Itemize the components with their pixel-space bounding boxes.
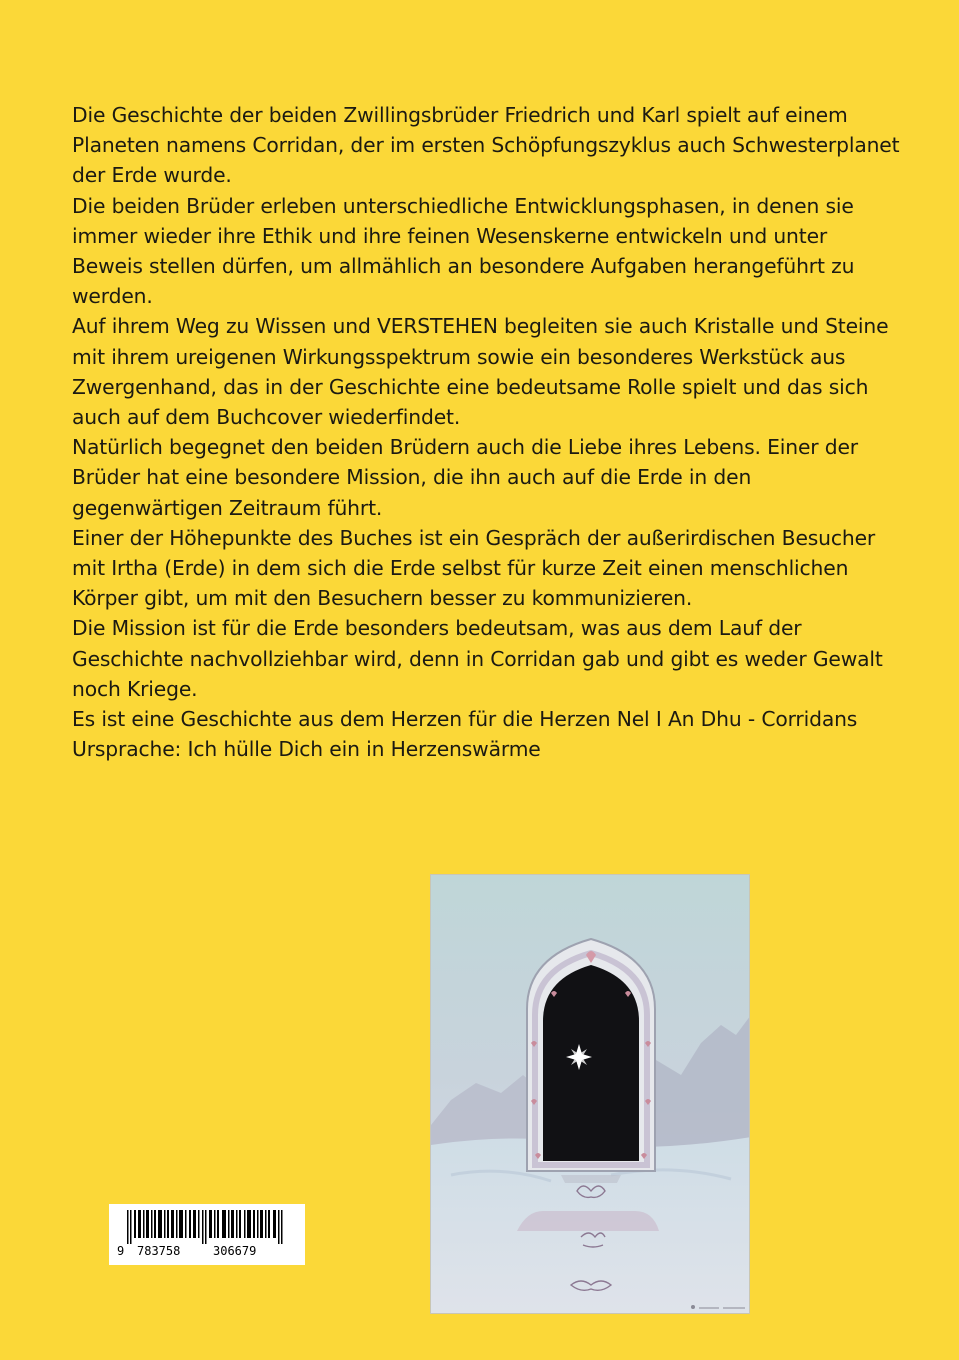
barcode-lead-digit: 9 xyxy=(117,1244,125,1258)
blurb-paragraph: Die beiden Brüder erleben unterschiedliche Entwicklungsphasen, in denen sie immer wieder ihre Ethik und ihre feinen Wesenskerne entwickeln und unter Beweis stellen dürfen, um allmählich an besondere Aufgaben herangeführt zu werden. xyxy=(72,193,855,309)
isbn-barcode xyxy=(109,1204,305,1265)
barcode-digits xyxy=(109,1244,305,1314)
back-cover-blurb xyxy=(72,100,902,764)
barcode-left-group: 783758 xyxy=(137,1244,181,1258)
blurb-paragraph: Auf ihrem Weg zu Wissen und VERSTEHEN begleiten sie auch Kristalle und Steine mit ihrem ureigenen Wirkungsspektrum sowie ein besonderes Werkstück aus Zwergenhand, das in der Geschichte eine bedeutsame Rolle spielt und das sich auch auf dem Buchcover wiederfindet. xyxy=(72,314,889,430)
barcode-right-group: 306679 xyxy=(213,1244,257,1258)
blurb-paragraph: Die Mission ist für die Erde besonders bedeutsam, was aus dem Lauf der Geschichte nachvollziehbar wird, denn in Corridan gab und gibt es weder Gewalt noch Kriege. xyxy=(72,616,883,701)
blurb-paragraph: Es ist eine Geschichte aus dem Herzen für die Herzen Nel I An Dhu - Corridans Ursprache: Ich hülle Dich ein in Herzenswärme xyxy=(72,707,858,762)
cover-illustration xyxy=(430,874,750,1314)
barcode-bars xyxy=(115,1210,299,1244)
blurb-paragraph: Natürlich begegnet den beiden Brüdern auch die Liebe ihres Lebens. Einer der Brüder hat eine besondere Mission, die ihn auch auf die Erde in den gegenwärtigen Zeitraum führt. xyxy=(72,435,858,520)
blurb-paragraph: Einer der Höhepunkte des Buches ist ein Gespräch der außerirdischen Besucher mit Irtha (Erde) in dem sich die Erde selbst für kurze Zeit einen menschlichen Körper gibt, um mit den Besuchern besser zu kommunizieren. xyxy=(72,525,876,611)
blurb-paragraph: Die Geschichte der beiden Zwillingsbrüder Friedrich und Karl spielt auf einem Planeten namens Corridan, der im ersten Schöpfungszyklus auch Schwesterplanet der Erde wurde. xyxy=(72,103,900,188)
door-painting xyxy=(431,875,750,1314)
